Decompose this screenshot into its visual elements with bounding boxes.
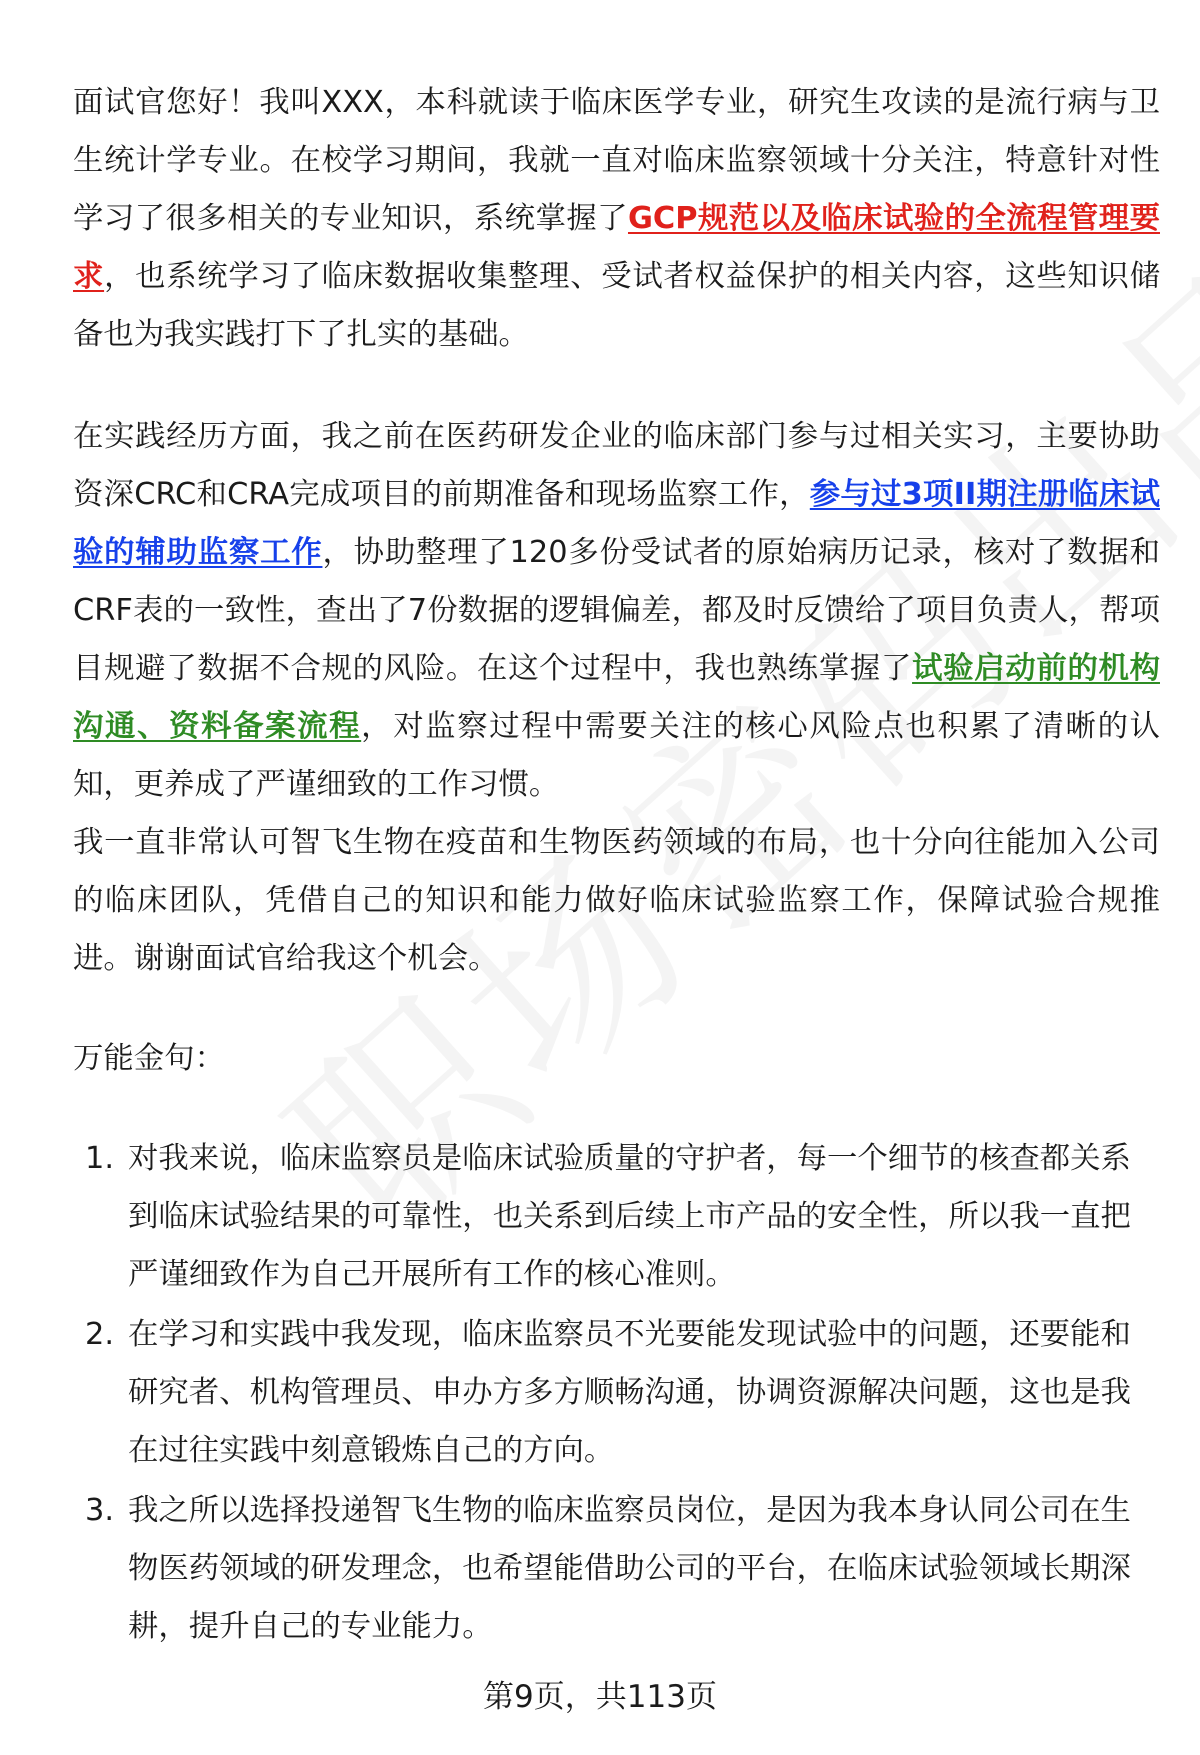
motivation-paragraph: 我一直非常认可智飞生物在疫苗和生物医药领域的布局，也十分向往能加入公司的临床团队，凭借自己的知识和能力做好临床试验监察工作，保障试验合规推进。谢谢面试官给我这个机会。 [73,825,1160,976]
list-item-number: 1. [85,1141,114,1176]
document-body [73,74,1160,1658]
golden-sentences-list [73,1130,1160,1656]
list-item-number: 3. [85,1493,114,1528]
intro-paragraph [73,74,1160,364]
golden-sentences-heading: 万能金句： [73,1041,225,1076]
list-item-text: 在学习和实践中我发现，临床监察员不光要能发现试验中的问题，还要能和研究者、机构管理员、申办方多方顺畅沟通，协调资源解决问题，这也是我在过往实践中刻意锻炼自己的方向。 [128,1317,1131,1468]
experience-text: ，对监察过程中需要关注的核心风险点也积累了清晰的认知，更养成了严谨细致的工作习惯。 [73,709,1160,802]
highlight-gcp: GCP规范以及临床试验的全流程管理要求 [73,201,1160,294]
list-item [73,1482,1160,1656]
paragraph-spacer [73,364,1160,408]
highlight-trial-monitoring: 参与过3项II期注册临床试验的辅助监察工作 [73,477,1160,570]
highlight-startup-process: 试验启动前的机构沟通、资料备案流程 [73,651,1160,744]
paragraph-spacer [73,988,1160,1030]
page-number-footer: 第9页，共113页 [483,1679,717,1715]
list-item [73,1306,1160,1480]
experience-text: ，协助整理了120多份受试者的原始病历记录，核对了数据和CRF表的一致性，查出了7份数据的逻辑偏差，都及时反馈给了项目负责人，帮项目规避了数据不合规的风险。在这个过程中，我也熟练掌握了 [73,535,1160,686]
list-item-text: 对我来说，临床监察员是临床试验质量的守护者，每一个细节的核查都关系到临床试验结果的可靠性，也关系到后续上市产品的安全性，所以我一直把严谨细致作为自己开展所有工作的核心准则。 [128,1141,1131,1292]
list-item-number: 2. [85,1317,114,1352]
list-item [73,1130,1160,1304]
intro-text: 面试官您好！我叫XXX，本科就读于临床医学专业，研究生攻读的是流行病与卫生统计学专业。在校学习期间，我就一直对临床监察领域十分关注，特意针对性学习了很多相关的专业知识，系统掌握了 [73,85,1160,236]
intro-text: ，也系统学习了临床数据收集整理、受试者权益保护的相关内容，这些知识储备也为我实践打下了扎实的基础。 [73,259,1160,352]
experience-text: 在实践经历方面，我之前在医药研发企业的临床部门参与过相关实习，主要协助资深CRC和CRA完成项目的前期准备和现场监察工作， [73,419,1160,512]
paragraph-spacer [73,1088,1160,1130]
list-item-text: 我之所以选择投递智飞生物的临床监察员岗位，是因为我本身认同公司在生物医药领域的研发理念，也希望能借助公司的平台，在临床试验领域长期深耕，提升自己的专业能力。 [128,1493,1131,1644]
experience-paragraph [73,408,1160,814]
